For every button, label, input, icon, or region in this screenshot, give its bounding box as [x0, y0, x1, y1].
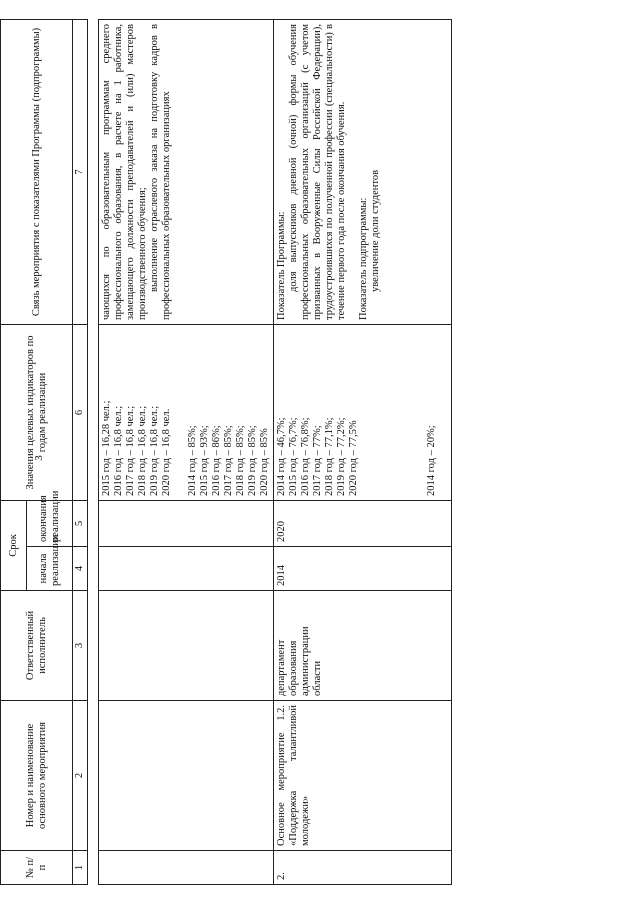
landscape-sheet [0, 20, 455, 885]
link-title: Показатель подпрограммы: [358, 197, 369, 320]
col-number: 6 [73, 324, 88, 500]
col-number: 2 [73, 701, 88, 851]
col-term-header: Срок [1, 500, 27, 590]
col-start-header: начала реализации [27, 547, 73, 591]
link-text: выполнение отраслевого заказа на подготовку кадров в профессиональных образовательных организациях [149, 24, 172, 320]
page-number: 3 [32, 455, 45, 461]
activity-name: Основное мероприятие 1.2. «Поддержка талантливой молодежи» [274, 701, 452, 851]
link-cell [274, 20, 452, 325]
executor: департамент образования администрации области [274, 591, 452, 701]
end-year: 2020 [274, 501, 452, 547]
link-text: доля выпускников дневной (очной) формы обучения профессиональных образовательных организаций (с учетом призванных в Вооруженные Силы Российской Федерации), трудоустроившихся по полученной профессии (специальности) в течение первого года после окончания обучения. [288, 24, 347, 320]
col-number: 3 [73, 591, 88, 701]
values-cell: 2014 год – 46,7%; 2015 год – 76,7%; 2016 год – 76,8%; 2017 год – 77%; 2018 год – 77,1%; 2019 год – 77,2%; 2020 год – 77,5% 2014 год – 20%; [274, 325, 452, 501]
link-text: увеличение доли студентов [370, 169, 381, 292]
start-year: 2014 [274, 547, 452, 591]
col-link-header: Связь мероприятия с показателями Программы (подпрограммы) [1, 19, 73, 324]
link-title: Показатель Программы: [276, 211, 287, 320]
col-number: 7 [73, 19, 88, 324]
link-cell [99, 20, 274, 325]
values-cell: 2015 год – 16,28 чел.; 2016 год – 16,8 чел.; 2017 год – 16,8 чел.; 2018 год – 16,8 чел.; 2019 год – 16,8 чел.; 2020 год – 16,8 чел. 2014 год – 85%; 2015 год – 93%; 2016 год – 86%; 2017 год – 85%; 2018 год – 85%; 2019 год – 85%; 2020 год – 85% [99, 325, 274, 501]
col-end-header: окончания реализации [27, 500, 73, 546]
col-num-header: № п/п [1, 851, 73, 885]
col-name-header: Номер и наименование основного мероприятия [1, 701, 73, 851]
table-row [99, 20, 274, 885]
link-text: чающихся по образовательным программам среднего профессионального образования, в расчете на 1 работника, замещающего должности преподавателей и (или) мастеров производственного обучения; [101, 24, 148, 320]
col-executor-header: Ответственный исполнитель [1, 591, 73, 701]
col-values-header: Значения целевых индикаторов по годам реализации [1, 324, 73, 500]
row-number: 2. [274, 851, 452, 885]
table-row [274, 20, 452, 885]
col-number: 4 [73, 547, 88, 591]
column-numbers-row [73, 19, 88, 884]
col-number: 1 [73, 851, 88, 885]
col-number: 5 [73, 500, 88, 546]
header-table [0, 19, 88, 885]
main-table [98, 19, 452, 885]
